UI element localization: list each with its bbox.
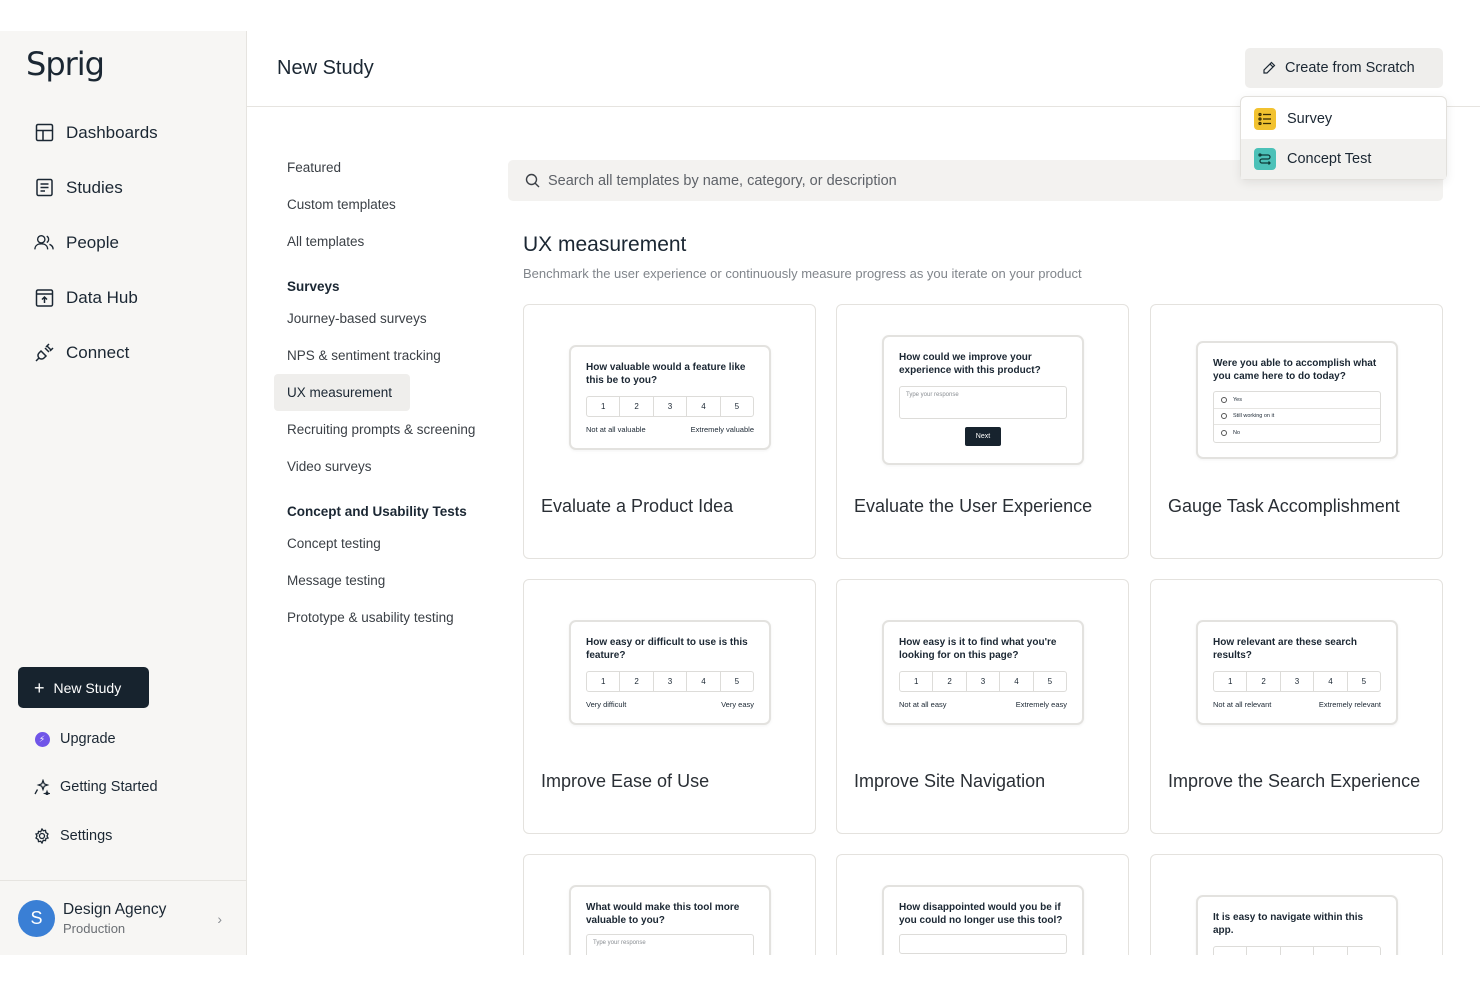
concept-test-icon (1254, 148, 1276, 170)
sidebar-item-label: Studies (66, 177, 123, 197)
scale-high-label: Extremely relevant (1318, 700, 1381, 709)
logo: Sprig (26, 45, 104, 83)
category-ux-measurement[interactable]: UX measurement (274, 374, 410, 411)
sidebar-item-label: People (66, 232, 119, 252)
category-journey-based-surveys[interactable]: Journey-based surveys (287, 311, 427, 326)
scale-option: 1 (587, 397, 620, 416)
scale-low-label: Not at all relevant (1213, 700, 1272, 709)
category-concept-testing[interactable]: Concept testing (287, 536, 381, 551)
survey-preview (1196, 620, 1398, 725)
survey-preview (882, 620, 1084, 725)
template-card-product-market-fit[interactable] (836, 854, 1129, 955)
scale-option: 3 (1281, 672, 1314, 691)
scale-option: 2 (620, 397, 653, 416)
template-card-evaluate-product-idea[interactable] (523, 304, 816, 559)
studies-icon (34, 178, 54, 198)
settings-label: Settings (60, 828, 113, 844)
category-video-surveys[interactable]: Video surveys (287, 459, 372, 474)
gear-icon (34, 828, 50, 844)
people-icon (34, 233, 54, 253)
scale-option: 4 (1314, 672, 1347, 691)
survey-preview (569, 885, 771, 955)
choice-option: Still working on it (1214, 409, 1380, 426)
menu-item-label: Concept Test (1287, 151, 1372, 167)
scale-option: 2 (1247, 672, 1280, 691)
scale-option: 4 (687, 397, 720, 416)
dashboard-icon (34, 123, 54, 143)
scale-option: 2 (933, 672, 966, 691)
choice-options (899, 934, 1067, 954)
scale-option: 4 (1000, 672, 1033, 691)
scale-option: 4 (687, 672, 720, 691)
scale-option: 3 (967, 672, 1000, 691)
upgrade-link[interactable] (34, 731, 116, 747)
template-card-improve-site-navigation[interactable] (836, 579, 1129, 834)
account-name: Design Agency (63, 900, 167, 918)
scale-option: 5 (1047, 677, 1053, 686)
new-study-label: New Study (53, 679, 122, 696)
sidebar (0, 31, 247, 955)
choice-options (1213, 391, 1381, 443)
create-dropdown-menu (1240, 96, 1447, 180)
sidebar-nav (0, 105, 246, 380)
preview-question: How could we improve your experience with this product? (899, 352, 1041, 376)
preview-text-field: Type your response (899, 386, 1067, 419)
preview-next-button: Next (965, 427, 1001, 446)
survey-preview (882, 335, 1084, 465)
scale-option: 3 (654, 397, 687, 416)
scale-option: 1 (587, 672, 620, 691)
sidebar-item-people[interactable] (0, 215, 246, 270)
account-environment: Production (63, 920, 126, 936)
upgrade-icon: ⚡ (34, 731, 50, 747)
rating-scale (586, 671, 754, 692)
preview-question: Were you able to accomplish what you came here to do today? (1213, 358, 1377, 382)
survey-preview (569, 345, 771, 450)
preview-question: It is easy to navigate within this app. (1213, 912, 1364, 936)
scale-option: 1 (900, 672, 933, 691)
pencil-icon (1262, 61, 1276, 75)
rating-scale (586, 396, 754, 417)
data-hub-icon (34, 288, 54, 308)
search-icon (525, 173, 540, 188)
rating-scale (1213, 671, 1381, 692)
app-window (0, 31, 1480, 955)
menu-item-label: Survey (1287, 111, 1333, 127)
section-title: UX measurement (523, 233, 687, 256)
survey-icon (1254, 108, 1276, 130)
sidebar-item-connect[interactable] (0, 325, 246, 380)
scale-high-label: Extremely easy (1015, 700, 1067, 709)
preview-question: How valuable would a feature like this be to you? (586, 362, 746, 386)
avatar: S (18, 900, 55, 937)
getting-started-label: Getting Started (60, 779, 158, 795)
card-title: Improve Site Navigation (854, 771, 1046, 791)
upgrade-label: Upgrade (60, 731, 116, 747)
scale-high-label: Extremely valuable (690, 425, 754, 434)
sidebar-item-label: Data Hub (66, 287, 138, 307)
sidebar-item-dashboards[interactable] (0, 105, 246, 160)
card-title: Improve Ease of Use (541, 771, 710, 791)
scale-option: 3 (654, 672, 687, 691)
card-title: Evaluate the User Experience (854, 496, 1093, 516)
scale-option: 5 (1361, 677, 1367, 686)
template-card-improve-ease-of-use[interactable] (523, 579, 816, 834)
template-card-gauge-task-accomplishment[interactable] (1150, 304, 1443, 559)
template-card-evaluate-user-experience[interactable] (836, 304, 1129, 559)
scale-option: 1 (1214, 672, 1247, 691)
category-prototype-usability-testing[interactable]: Prototype & usability testing (287, 610, 454, 625)
scale-high-label: Very easy (721, 700, 754, 709)
template-categories (274, 149, 494, 636)
scale-low-label: Not at all valuable (586, 425, 646, 434)
category-heading-concept-usability: Concept and Usability Tests (287, 504, 467, 519)
preview-question: What would make this tool more valuable to you? (586, 902, 740, 926)
choice-option: Yes (1214, 392, 1380, 409)
preview-question: How easy is it to find what you're looking for on this page? (899, 637, 1057, 661)
survey-preview (882, 885, 1084, 955)
settings-link[interactable] (34, 828, 112, 844)
menu-item-concept-test[interactable] (1241, 139, 1446, 179)
category-custom-templates[interactable]: Custom templates (287, 197, 396, 212)
category-nps-sentiment-tracking[interactable]: NPS & sentiment tracking (287, 348, 441, 363)
plus-icon: + (34, 677, 45, 698)
sidebar-item-label: Connect (66, 342, 130, 362)
scale-option: 2 (620, 672, 653, 691)
template-card-ease-of-navigation[interactable] (1150, 854, 1443, 955)
account-switcher[interactable] (0, 880, 246, 955)
preview-question: How relevant are these search results? (1213, 637, 1357, 661)
template-card-improve-search-experience[interactable] (1150, 579, 1443, 834)
sparkle-icon (34, 779, 50, 795)
card-title: Gauge Task Accomplishment (1168, 496, 1400, 516)
survey-preview (1196, 341, 1398, 459)
card-title: Evaluate a Product Idea (541, 496, 734, 516)
new-study-button[interactable] (18, 667, 149, 708)
rating-scale (1213, 946, 1381, 955)
menu-item-survey[interactable] (1241, 99, 1446, 139)
scale-low-label: Very difficult (586, 700, 627, 709)
rating-scale (899, 671, 1067, 692)
template-card-tool-value[interactable] (523, 854, 816, 955)
scale-option: 5 (734, 677, 740, 686)
sidebar-item-label: Dashboards (66, 122, 158, 142)
preview-question: How disappointed would you be if you could no longer use this tool? (899, 902, 1063, 926)
connect-icon (34, 343, 54, 363)
getting-started-link[interactable] (34, 779, 158, 795)
category-recruiting-prompts[interactable]: Recruiting prompts & screening (287, 422, 476, 437)
survey-preview (1196, 895, 1398, 955)
preview-text-field: Type your response (586, 934, 754, 955)
create-from-scratch-button[interactable] (1245, 48, 1443, 88)
scale-option: 5 (734, 402, 740, 411)
create-from-scratch-label: Create from Scratch (1285, 60, 1415, 76)
category-all-templates[interactable]: All templates (287, 234, 365, 249)
chevron-right-icon: › (217, 911, 222, 927)
survey-preview (569, 620, 771, 725)
page-title: New Study (277, 57, 374, 79)
category-featured[interactable]: Featured (287, 160, 342, 175)
section-description: Benchmark the user experience or continuously measure progress as you iterate on your product (523, 266, 1082, 281)
category-message-testing[interactable]: Message testing (287, 573, 386, 588)
sidebar-item-studies[interactable] (0, 160, 246, 215)
preview-question: How easy or difficult to use is this feature? (586, 637, 748, 661)
choice-option: No (1214, 425, 1380, 442)
card-title: Improve the Search Experience (1168, 771, 1421, 791)
sidebar-item-data-hub[interactable] (0, 270, 246, 325)
category-heading-surveys: Surveys (287, 279, 340, 294)
scale-low-label: Not at all easy (899, 700, 947, 709)
